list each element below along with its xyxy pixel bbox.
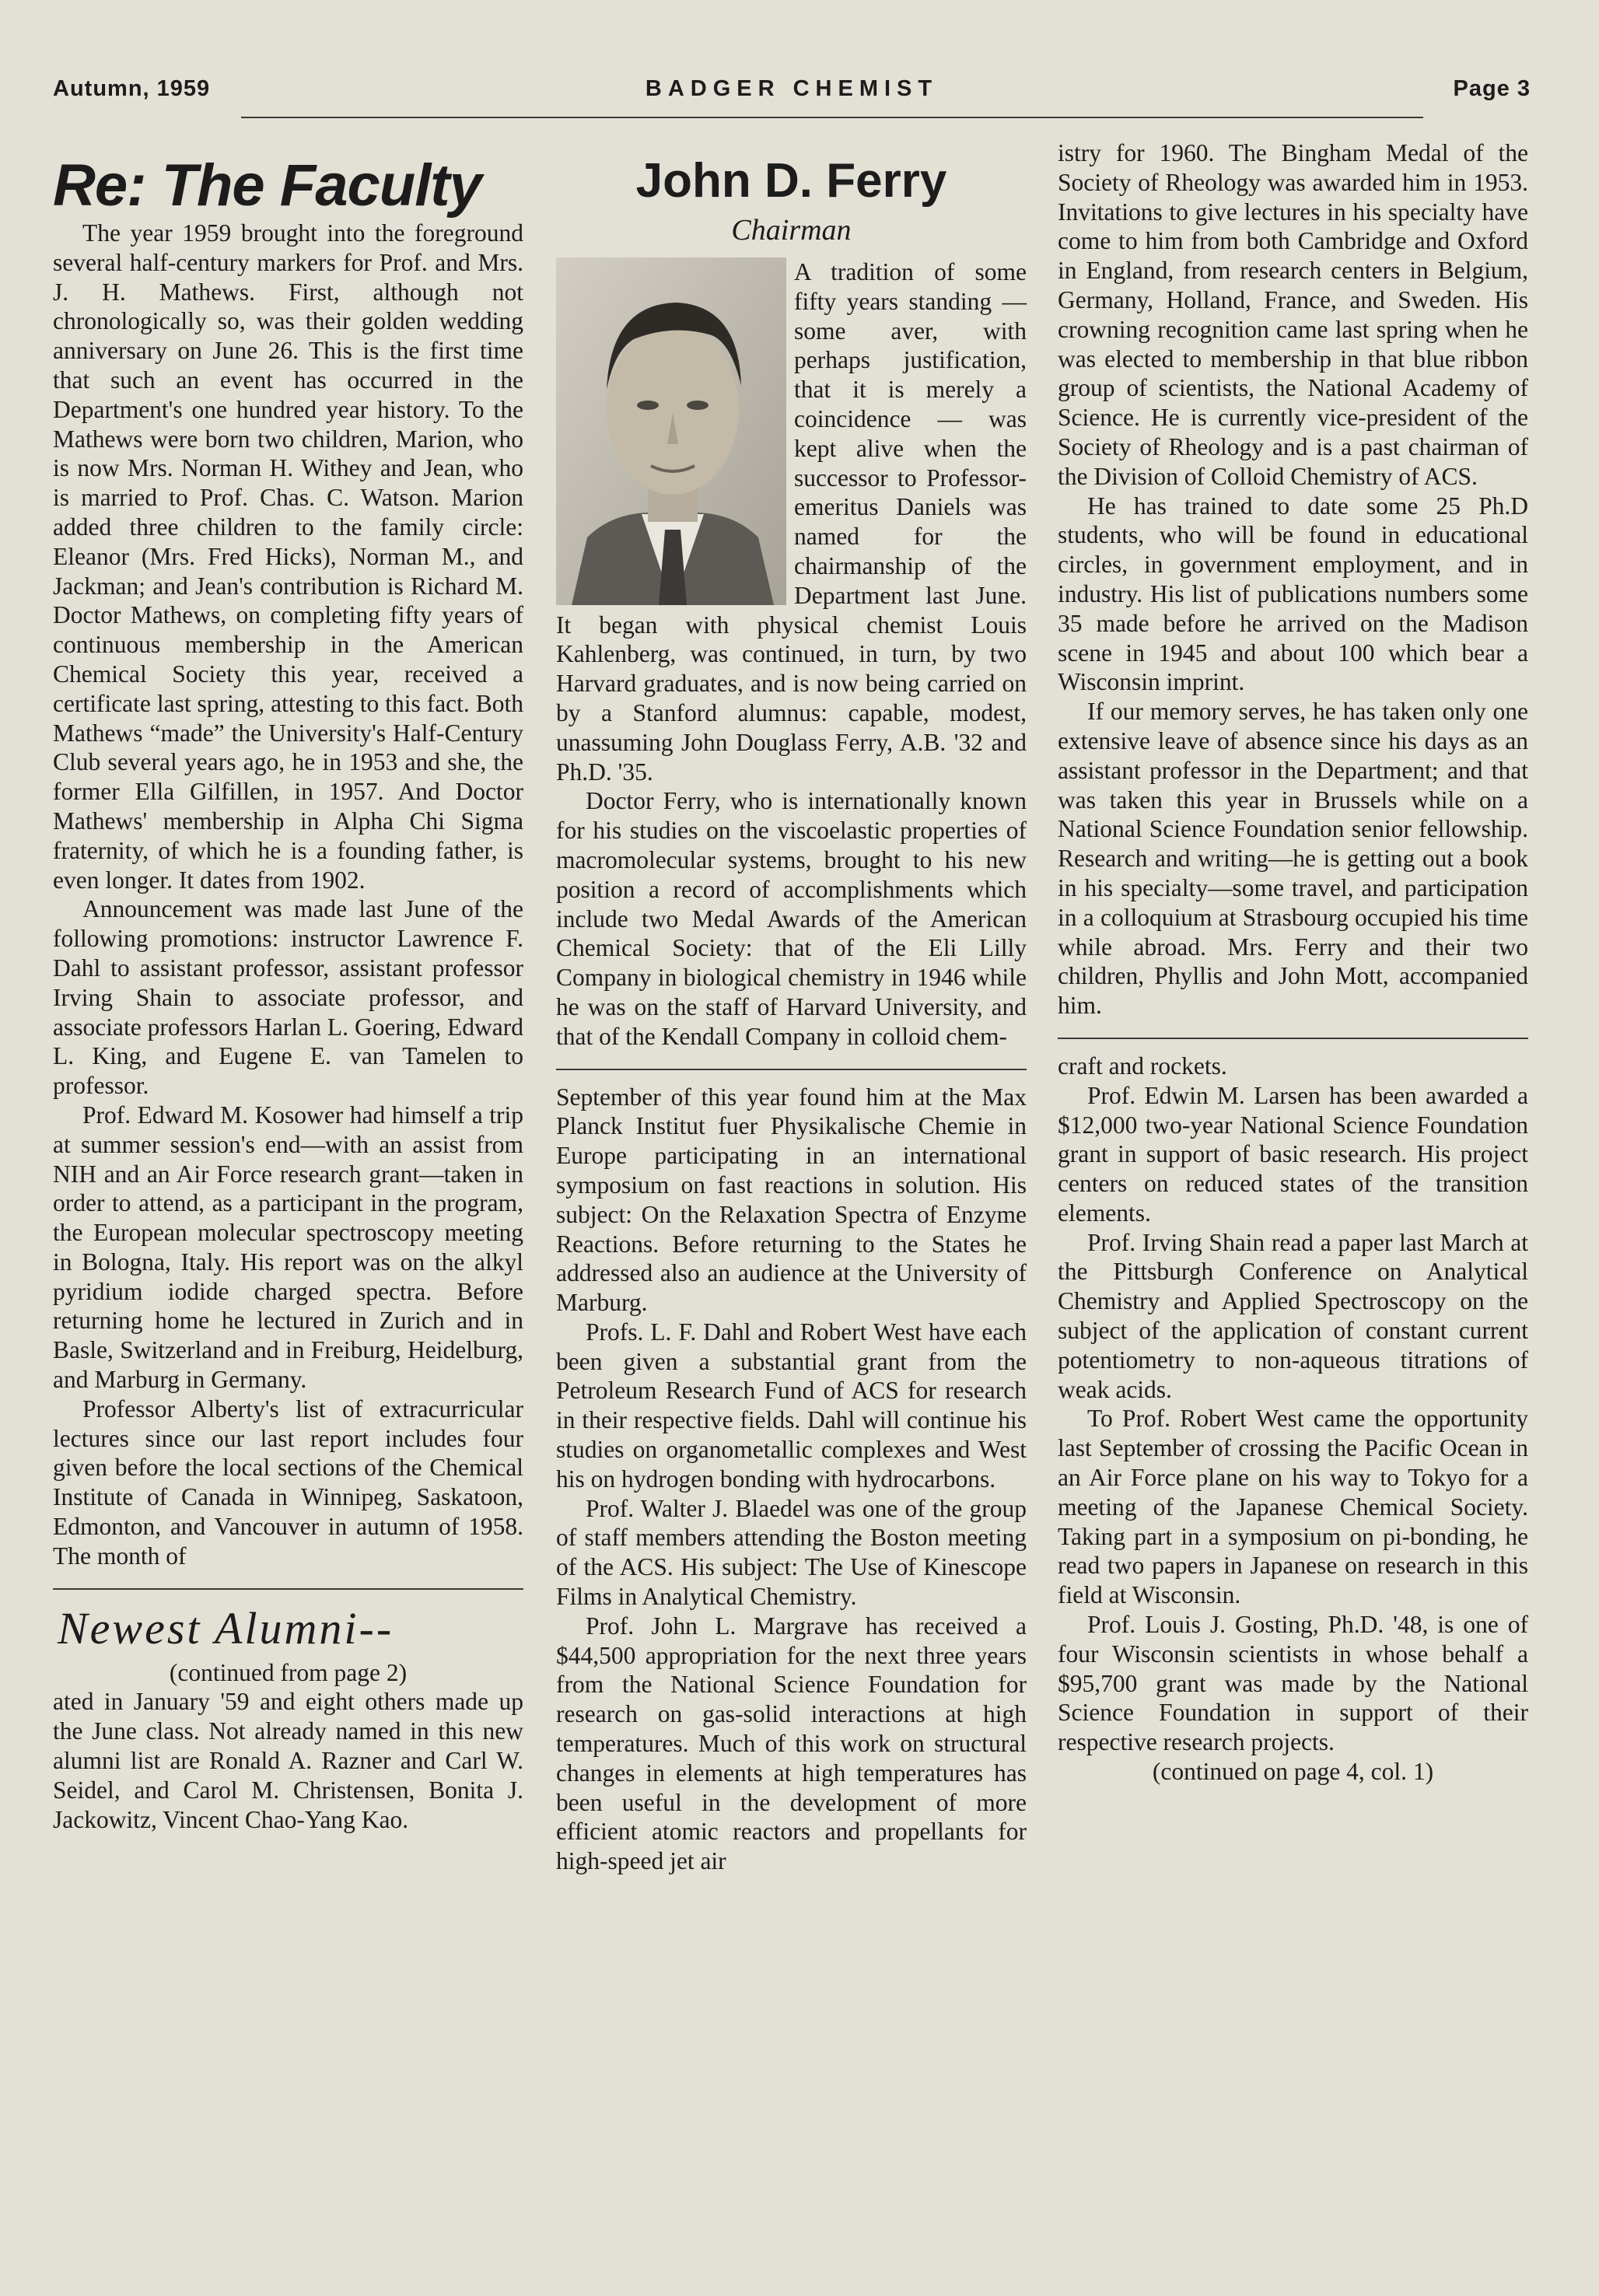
faculty-continued-paragraph: craft and rockets.: [1058, 1052, 1227, 1080]
header-rule: [241, 117, 1423, 118]
ferry-paragraph: If our memory serves, he has taken only one extensive leave of absence since his days as an assistant professor in the Department; and that was taken this year in Brussels while on a National Science Foundation senior fellowship. Research and writing—he is getting out a book in his specialty—some travel, and participation in a colloquium at Strasbourg occupied his time while abroad. Mrs. Ferry and their two children, Phyllis and John Mott, accompanied him.: [1058, 698, 1528, 1020]
faculty-continued-paragraph: Prof. Irving Shain read a paper last March at the Pittsburgh Conference on Analytical Chemistry and Applied Spectroscopy on the subject of the application of constant current potentiometry to non-aqueous titrations of weak acids.: [1058, 1228, 1528, 1403]
continued-from-note: (continued from page 2): [169, 1658, 408, 1686]
faculty-headline: Re: The Faculty: [53, 152, 481, 219]
section-divider: [1058, 1038, 1528, 1039]
faculty-continued-paragraph: Prof. Edwin M. Larsen has been awarded a $12,000 two-year National Science Foundation grant in support of basic research. His project centers on reduced states of the transition elements.: [1058, 1081, 1528, 1227]
alumni-paragraph: ated in January '59 and eight others made up the June class. Not already named in this new alumni list are Ronald A. Razner and Carl W. Seidel, and Carol M. Christensen, Bonita J. Jackowitz, Vincent Chao-Yang Kao.: [53, 1688, 523, 1833]
page-number: Page 3: [1453, 76, 1531, 101]
faculty-continued-paragraph: Prof. Walter J. Blaedel was one of the group of staff members attending the Boston meeting of the ACS. His subject: The Use of Kinescope Films in Analytical Chemistry.: [556, 1494, 1027, 1611]
faculty-paragraph: The year 1959 brought into the foreground several half-century markers for Prof. and Mrs. J. H. Mathews. First, although not chronologically so, was their golden wedding anniversary on June 26. This is the first time that such an event has occurred in the Department's one hundred year history. To the Mathews were born two children, Marion, who is now Mrs. Norman H. Withey and Jean, who is married to Prof. Chas. C. Watson. Marion added three children to the family circle: Eleanor (Mrs. Fred Hicks), Norman M., and Jackman; and Jean's contribution is Richard M. Doctor Mathews, on completing fifty years of continuous membership in the American Chemical Society this year, received a certificate last spring, attesting to this fact. Both Mathews “made” the University's Half-Century Club several years ago, he in 1953 and she, the former Ella Gilfillen, in 1957. And Doctor Mathews' membership in Alpha Chi Sigma fraternity, of which he is a founding father, is even longer. It dates from 1902.: [53, 219, 523, 894]
faculty-paragraph: Professor Alberty's list of extracurricular lectures since our last report includes four given before the local sections of the Chemical Institute of Canada in Winnipeg, Saskatoon, Edmonton, and Vancouver in autumn of 1958. The month of: [53, 1395, 523, 1570]
faculty-paragraph: Announcement was made last June of the following promotions: instructor Lawrence F. Dahl to assistant professor, assistant professor Irving Shain to associate professor, and associate professors Harlan L. Goering, Edward L. King, and Eugene E. van Tamelen to professor.: [53, 895, 523, 1100]
ferry-paragraph: He has trained to date some 25 Ph.D students, who will be found in educational circles, in government employment, and in industry. His list of publications numbers some 35 made before he arrived on the Madison scene in 1945 and about 100 which bear a Wisconsin imprint.: [1058, 492, 1528, 696]
portrait-photo: [556, 257, 786, 605]
column-2: [556, 152, 1027, 1876]
alumni-headline: Newest Alumni--: [58, 1602, 394, 1654]
column-1: [53, 152, 523, 1834]
ferry-headline: John D. Ferry: [635, 154, 947, 208]
section-divider: [556, 1069, 1027, 1070]
continued-on-note: (continued on page 4, col. 1): [1152, 1758, 1434, 1786]
faculty-continued-paragraph: To Prof. Robert West came the opportunity last September of crossing the Pacific Ocean in an Air Force plane on his way to Tokyo for a meeting of the Japanese Chemical Society. Taking part in a symposium on pi-bonding, he read two papers in Japanese on research in this field at Wisconsin.: [1058, 1405, 1528, 1609]
running-header: [53, 76, 1531, 114]
faculty-continued-paragraph: Prof. Louis J. Gosting, Ph.D. '48, is one of four Wisconsin scientists in whose behalf a $95,700 grant was made by the National Science Foundation in support of their respective research projects.: [1058, 1611, 1528, 1756]
ferry-paragraph: A tradition of some fifty years standing — some aver, with perhaps justification, that it is merely a coincidence — was kept alive when the successor to Professor-emeritus Daniels was named for the chairmanship of the Department last June. It began with physical chemist Louis Kahlenberg, was continued, in turn, by two Harvard graduates, and is now being carried on by a Stanford alumnus: capable, modest, unassuming John Douglass Ferry, A.B. '32 and Ph.D. '35.: [556, 258, 1027, 786]
faculty-continued-paragraph: Prof. John L. Margrave has received a $44,500 appropriation for the next three years from the National Science Foundation for research on gas-solid interactions at high temperatures. Much of this work on structural changes in elements at high temperatures has been useful in the development of more efficient atomic reactors and propellants for high-speed jet air: [556, 1612, 1027, 1875]
issue-date: Autumn, 1959: [53, 76, 211, 101]
ferry-paragraph: Doctor Ferry, who is internationally known for his studies on the viscoelastic properties of macromolecular systems, brought to his new position a record of accomplishments which include two Medal Awards of the American Chemical Society: that of the Eli Lilly Company in biological chemistry in 1946 while he was on the staff of Harvard University, and that of the Kendall Company in colloid chem-: [556, 787, 1027, 1050]
ferry-paragraph: istry for 1960. The Bingham Medal of the Society of Rheology was awarded him in 1953. Invitations to give lectures in his specialty have come to him from both Cambridge and Oxford in England, from research centers in Belgium, Germany, Holland, France, and Sweden. His crowning recognition came last spring when he was elected to membership in that blue ribbon group of scientists, the National Academy of Science. He is currently vice-president of the Society of Rheology and is a past chairman of the Division of Colloid Chemistry of ACS.: [1058, 139, 1528, 490]
publication-name: BADGER CHEMIST: [645, 76, 939, 101]
faculty-continued-paragraph: Profs. L. F. Dahl and Robert West have each been given a substantial grant from the Petroleum Research Fund of ACS for research in their respective fields. Dahl will continue his studies on organometallic complexes and West his on hydrogen bonding with hydrocarbons.: [556, 1318, 1027, 1493]
column-3: [1058, 138, 1528, 1787]
section-divider: [53, 1588, 523, 1590]
faculty-continued-paragraph: September of this year found him at the Max Planck Institut fuer Physikalische Chemie in Europe participating in an international symposium on fast reactions in solution. His subject: On the Relaxation Spectra of Enzyme Reactions. Before returning to the States he addressed also an audience at the University of Marburg.: [556, 1083, 1027, 1317]
faculty-paragraph: Prof. Edward M. Kosower had himself a trip at summer session's end—with an assist from NIH and an Air Force research grant—taken in order to attend, as a participant in the program, the European molecular spectroscopy meeting in Bologna, Italy. His report was on the alkyl pyridium iodide charged spectra. Before returning home he lectured in Zurich and in Basle, Switzerland and in Freiburg, Heidelburg, and Marburg in Germany.: [53, 1101, 523, 1394]
ferry-subtitle: Chairman: [731, 214, 852, 247]
